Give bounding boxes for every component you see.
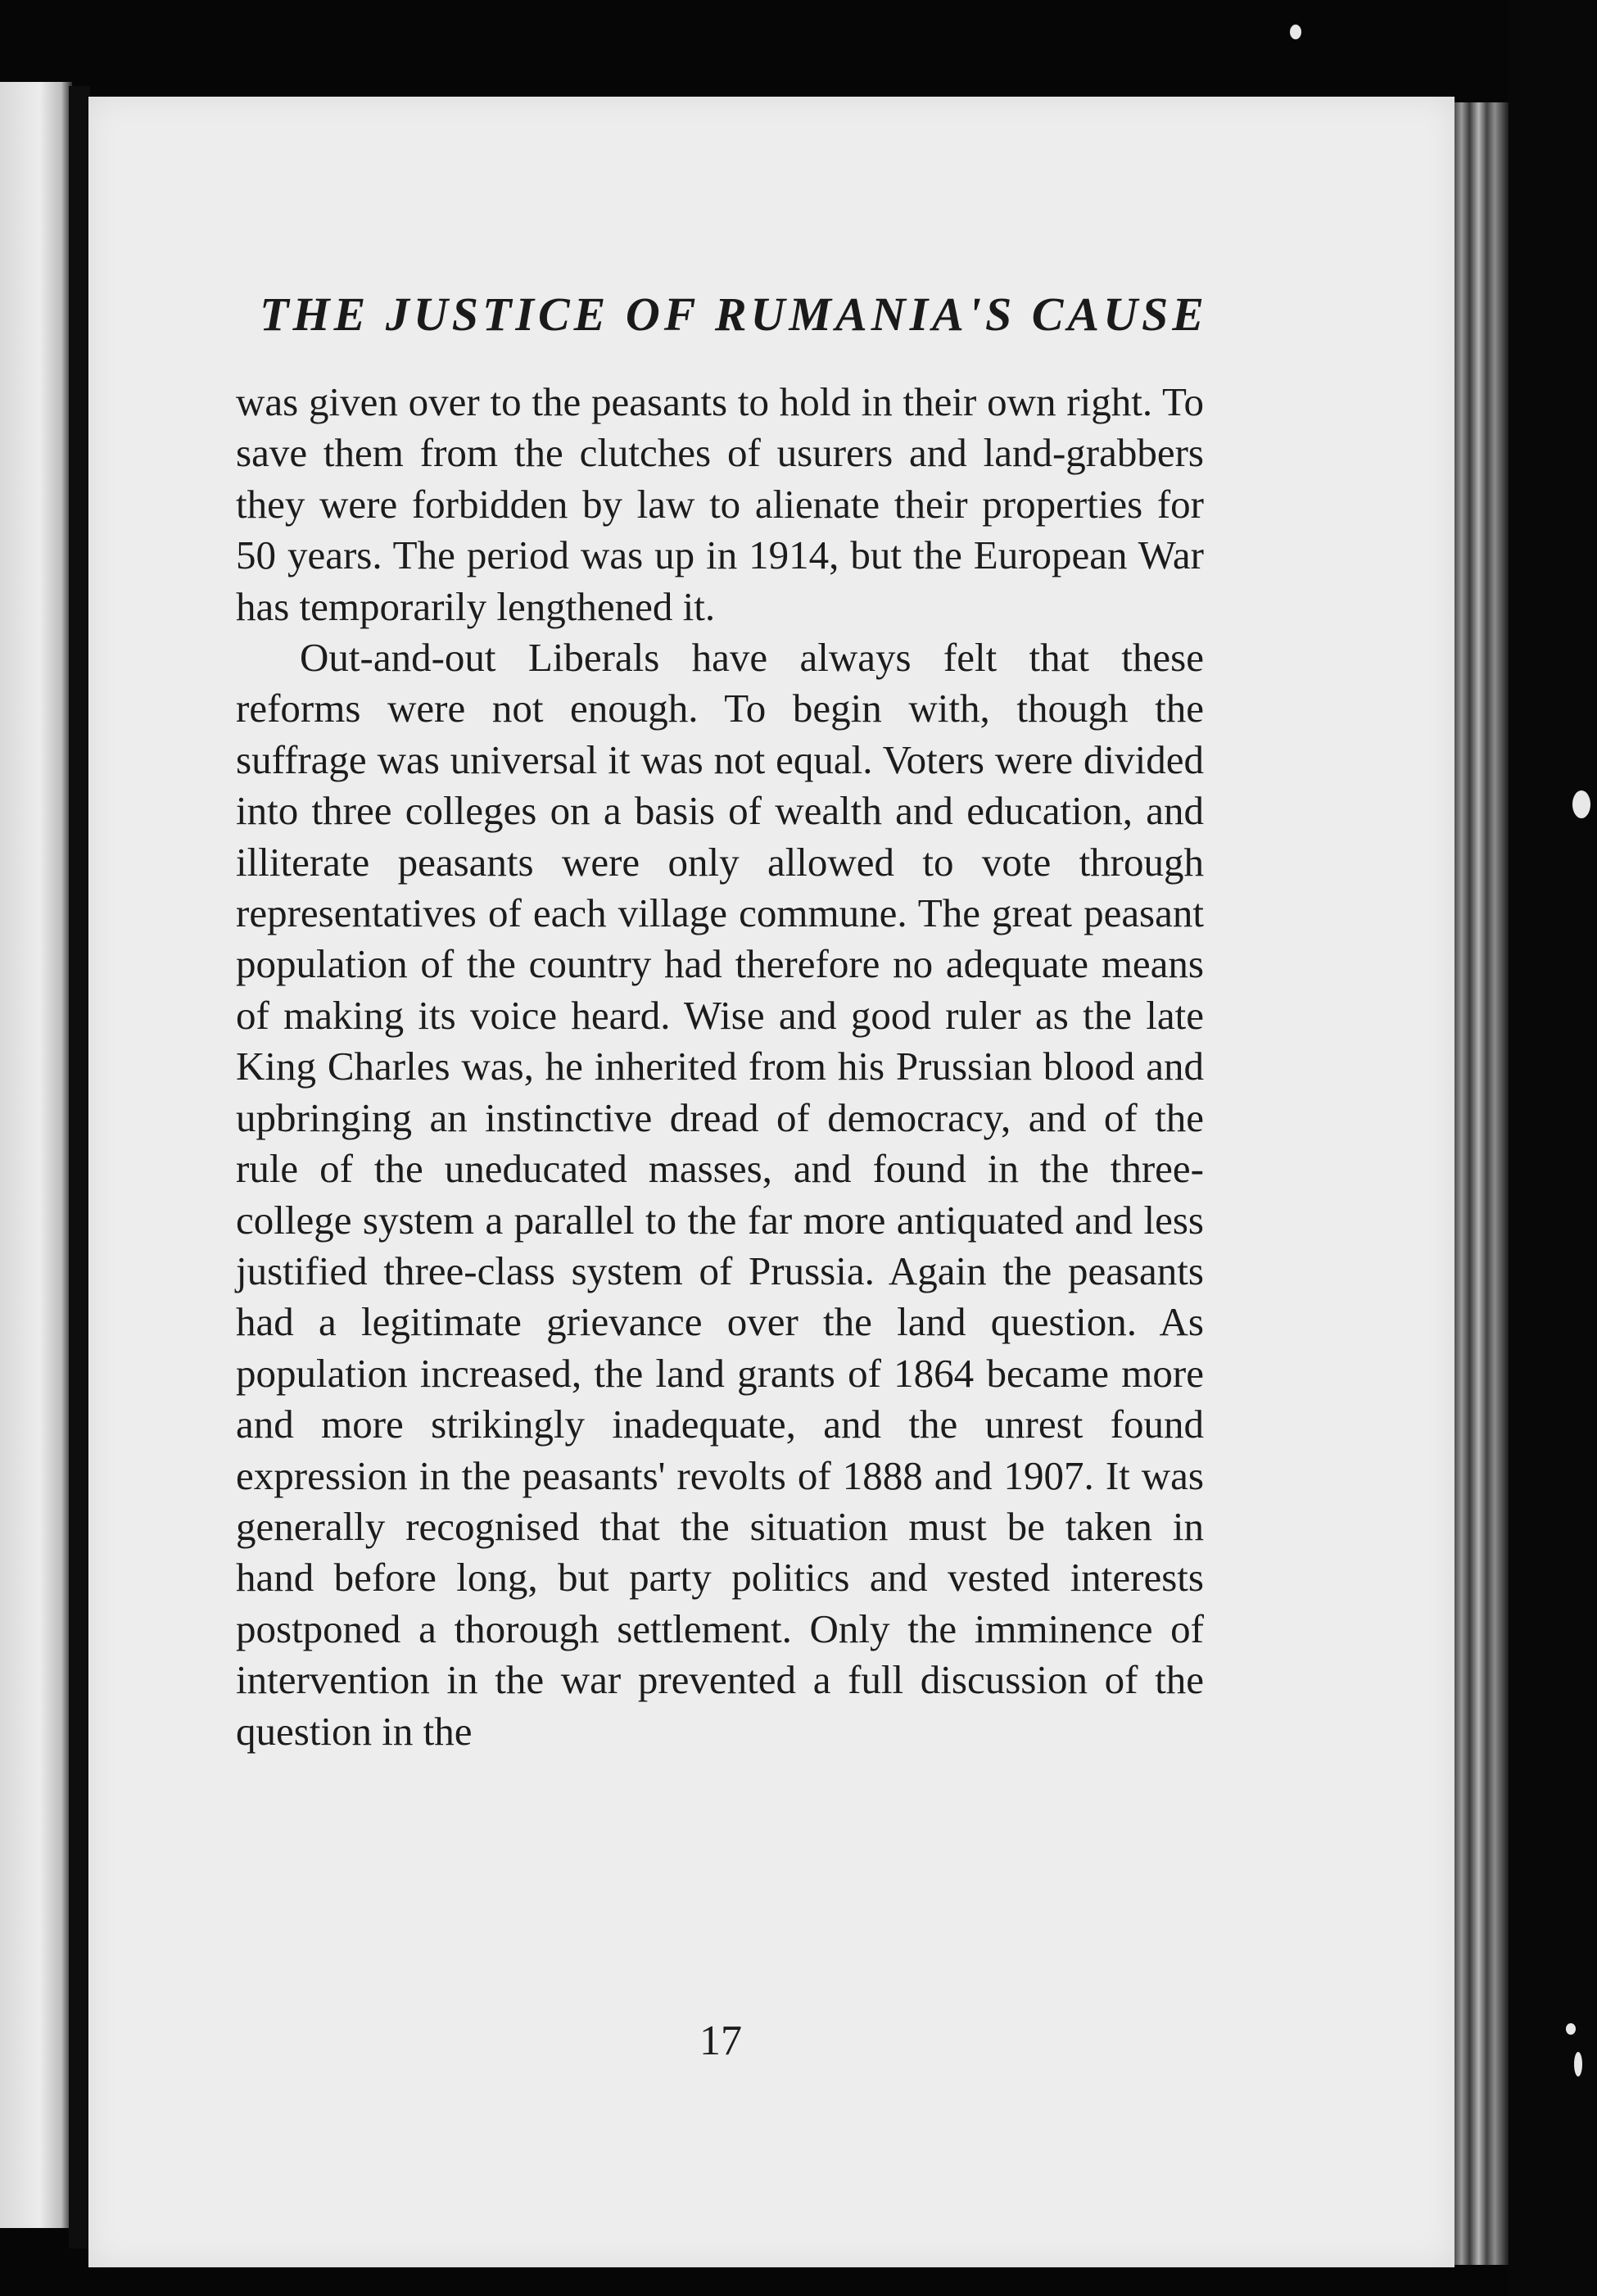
dust-speck	[1290, 25, 1301, 39]
dust-speck	[1566, 2023, 1576, 2035]
paragraph: Out-and-out Liberals have always felt that these reforms were not enough. To begin with, though the suffrage was universal it was not equal. Voters were divided into three colleges on a basis of wealth and education, and illiterate peasants were only allowed to vote through representatives of each village commune. The great peasant population of the country had therefore no adequate means of making its voice heard. Wise and good ruler as the late King Charles was, he inherited from his Prussian blood and upbringing an instinctive dread of democracy, and of the rule of the uneducated masses, and found in the three-college system a parallel to the far more antiquated and less justified three-class system of Prussia. Again the peasants had a legitimate grievance over the land question. As population increased, the land grants of 1864 became more and more strikingly inadequate, and the unrest found expression in the peasants' revolts of 1888 and 1907. It was generally recognised that the situation must be taken in hand before long, but party politics and vested interests postponed a thorough settlement. Only the imminence of intervention in the war prevented a full discussion of the question in the	[236, 635, 1204, 1754]
book-gutter	[69, 86, 90, 2248]
page-number: 17	[699, 2017, 742, 2064]
paragraph-continued: was given over to the peasants to hold in their own right. To save them from the clutches of usurers and land-grabbers they were forbidden by law to alienate their properties for 50 years. The period was up in 1914, but the European War has temporarily lengthened it.	[236, 379, 1204, 629]
page-stack-edge	[1451, 102, 1509, 2265]
facing-page-edge	[0, 82, 72, 2228]
scan-border	[1509, 0, 1597, 2296]
body-text	[236, 377, 1204, 1757]
dust-speck	[1572, 790, 1590, 818]
running-head: THE JUSTICE OF RUMANIA'S CAUSE	[260, 288, 1208, 341]
dust-speck	[1574, 2052, 1582, 2076]
